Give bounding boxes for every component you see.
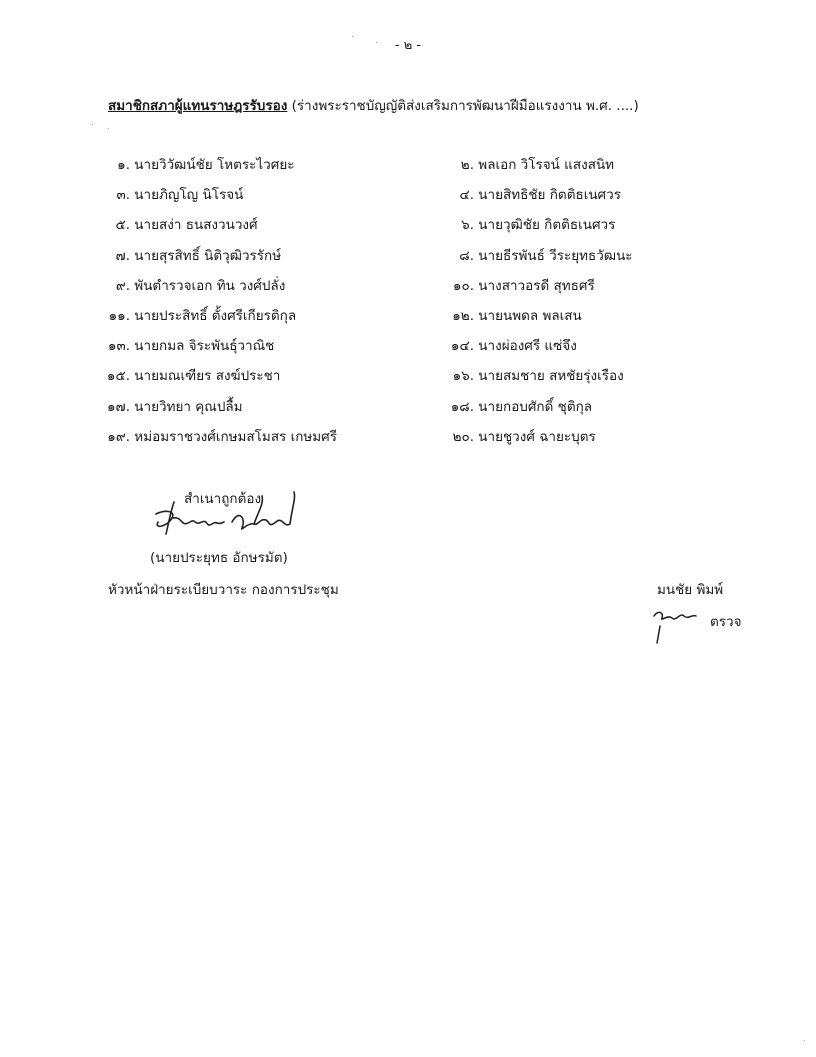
- member-name: นายประสิทธิ์ ตั้งศรีเกียรติกุล: [134, 308, 297, 324]
- member-number: ๕.: [115, 217, 130, 234]
- member-name: นายชูวงศ์ ฉายะบุตร: [478, 428, 596, 445]
- member-number: ๑๒.: [452, 308, 474, 324]
- member-item: [74, 274, 285, 296]
- member-name: นายภิญโญ นิโรจน์: [134, 187, 244, 204]
- member-name: นายสมชาย สหชัยรุ่งเรือง: [478, 368, 624, 385]
- member-name: นายธีรพันธ์ วีระยุทธวัฒนะ: [478, 247, 633, 264]
- page-number: - ๒ -: [394, 38, 422, 53]
- member-number: ๖.: [461, 217, 474, 234]
- member-number: ๔.: [459, 187, 474, 204]
- member-item: [418, 153, 614, 175]
- member-name: นายวุฒิชัย กิตติธเนศวร: [478, 217, 616, 234]
- member-number: ๑๗.: [106, 398, 130, 415]
- member-item: [418, 304, 582, 326]
- member-number: ๑๐.: [452, 277, 474, 294]
- member-name: นายสิทธิชัย กิตติธเนศวร: [478, 187, 621, 204]
- checker-note: ตรวจ: [710, 614, 742, 630]
- member-item: [74, 304, 296, 326]
- member-item: [418, 183, 621, 205]
- member-number: ๒.: [460, 157, 474, 173]
- member-name: นายมณเฑียร สงฆ์ประชา: [134, 368, 281, 385]
- member-number: ๙.: [115, 277, 130, 294]
- member-item: [74, 395, 243, 417]
- member-item: [74, 183, 243, 205]
- member-item: [74, 213, 258, 235]
- heading-bill-name: (ร่างพระราชบัญญัติส่งเสริมการพัฒนาฝีมือแรงงาน พ.ศ. ....): [287, 98, 639, 114]
- member-number: ๑๘.: [450, 398, 474, 415]
- member-number: ๑๙.: [107, 428, 130, 445]
- signer-title: หัวหน้าฝ่ายระเบียบวาระ กองการประชุม: [108, 582, 339, 598]
- member-item: [74, 425, 337, 447]
- member-item: [418, 274, 595, 296]
- member-number: ๒๐.: [452, 428, 474, 445]
- member-name: นายสุรสิทธิ์ นิติวุฒิวรรักษ์: [134, 247, 282, 264]
- member-number: ๑.: [117, 157, 130, 173]
- member-item: [74, 364, 280, 386]
- member-name: นายวิทยา คุณปลื้ม: [134, 398, 243, 415]
- member-number: ๑๖.: [452, 368, 474, 385]
- member-name: นายวิวัฒน์ชัย โหตระไวศยะ: [134, 157, 295, 173]
- member-number: ๑๓.: [107, 338, 130, 355]
- member-name: นายกอบศักดิ์ ชุติกุล: [478, 398, 593, 415]
- handwritten-initials: [650, 600, 700, 644]
- member-name: นายสง่า ธนสงวนวงศ์: [134, 217, 258, 234]
- member-item: [418, 425, 596, 447]
- member-number: ๑๕.: [106, 368, 130, 385]
- typist-note: มนชัย พิมพ์: [657, 582, 724, 598]
- scan-speck: [92, 124, 93, 125]
- scan-speck: [352, 36, 353, 37]
- member-number: ๑๔.: [450, 338, 474, 355]
- member-number: ๑๑.: [108, 308, 130, 324]
- member-name: หม่อมราชวงศ์เกษมสโมสร เกษมศรี: [134, 428, 338, 445]
- member-number: ๗.: [115, 247, 130, 264]
- member-name: นายกมล จิระพันธุ์วาณิช: [134, 338, 275, 355]
- member-item: [74, 244, 281, 266]
- heading-title: สมาชิกสภาผู้แทนราษฎรรับรอง: [108, 98, 288, 114]
- member-number: ๓.: [116, 187, 130, 204]
- member-item: [418, 244, 633, 266]
- member-name: พันตำรวจเอก ทิน วงศ์ปลั่ง: [134, 277, 286, 294]
- member-item: [74, 334, 274, 356]
- handwritten-signature: [150, 488, 310, 548]
- document-heading: [108, 94, 639, 116]
- member-item: [418, 395, 592, 417]
- signer-name: (นายประยุทธ อักษรมัต): [150, 550, 288, 566]
- member-name: พลเอก วิโรจน์ แสงสนิท: [478, 157, 615, 173]
- certified-copy-label: สำเนาถูกต้อง: [184, 491, 262, 507]
- scan-speck: [804, 1040, 805, 1041]
- member-name: นางผ่องศรี แซ่จึง: [478, 338, 577, 355]
- member-name: นายนพดล พลเสน: [478, 308, 582, 324]
- scan-speck: [108, 128, 109, 129]
- member-item: [418, 334, 577, 356]
- member-name: นางสาวอรดี สุทธศรี: [478, 277, 595, 294]
- member-item: [418, 364, 624, 386]
- member-item: [418, 213, 615, 235]
- member-number: ๘.: [459, 247, 474, 264]
- scan-speck: [376, 42, 377, 43]
- member-item: [74, 153, 294, 175]
